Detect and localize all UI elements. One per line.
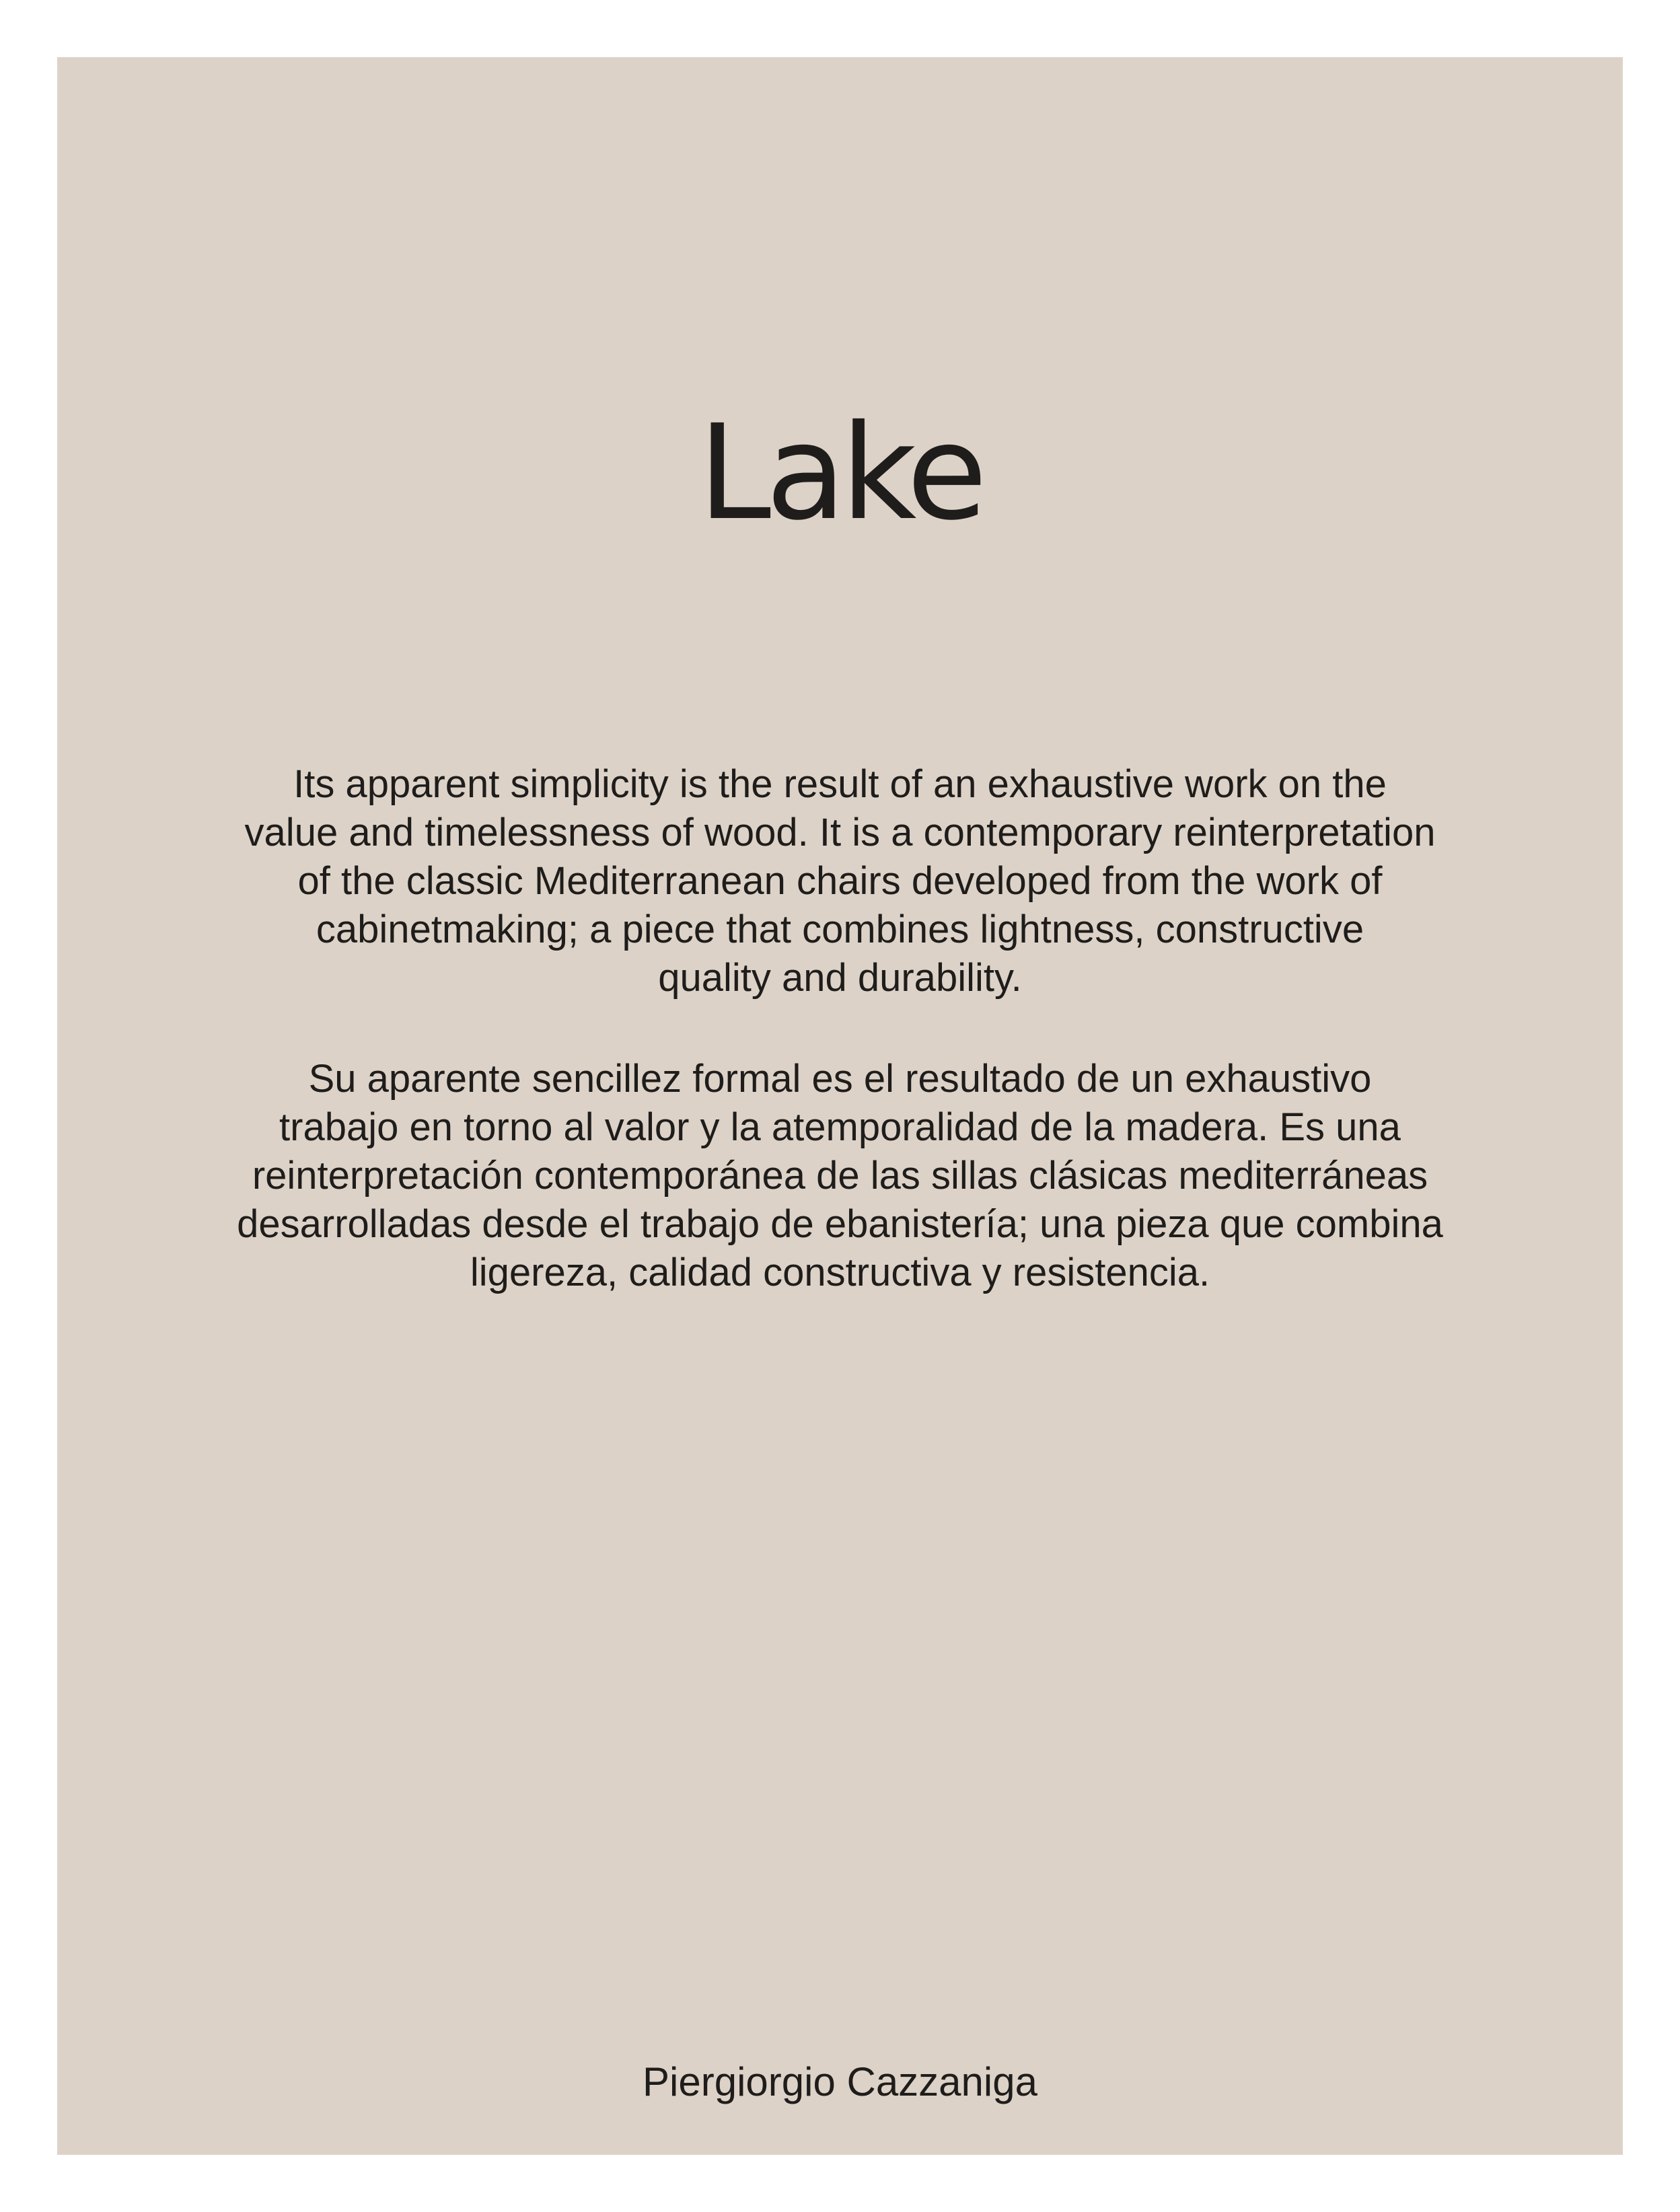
description-english-line: Its apparent simplicity is the result of an exhaustive work on the bbox=[293, 762, 1387, 806]
designer-name: Piergiorgio Cazzaniga bbox=[643, 2059, 1037, 2104]
description-spanish-line: reinterpretación contemporánea de las sillas clásicas mediterráneas bbox=[252, 1154, 1428, 1197]
description-english bbox=[178, 760, 1502, 1002]
description-english-line: of the classic Mediterranean chairs developed from the work of bbox=[297, 859, 1383, 903]
description-english-line: quality and durability. bbox=[658, 956, 1022, 1000]
description-english-line: cabinetmaking; a piece that combines lightness, constructive bbox=[316, 908, 1364, 951]
description-spanish-line: desarrolladas desde el trabajo de ebanistería; una pieza que combina bbox=[237, 1202, 1443, 1246]
description-spanish-line: Su aparente sencillez formal es el resultado de un exhaustivo bbox=[308, 1057, 1372, 1101]
content-panel bbox=[57, 57, 1623, 2155]
description-spanish-line: ligereza, calidad constructiva y resistencia. bbox=[470, 1251, 1210, 1294]
product-title: Lake bbox=[698, 396, 982, 549]
description-spanish-line: trabajo en torno al valor y la atemporalidad de la madera. Es una bbox=[279, 1105, 1401, 1149]
description-spanish bbox=[178, 1055, 1502, 1297]
description-english-line: value and timelessness of wood. It is a contemporary reinterpretation bbox=[244, 811, 1436, 854]
